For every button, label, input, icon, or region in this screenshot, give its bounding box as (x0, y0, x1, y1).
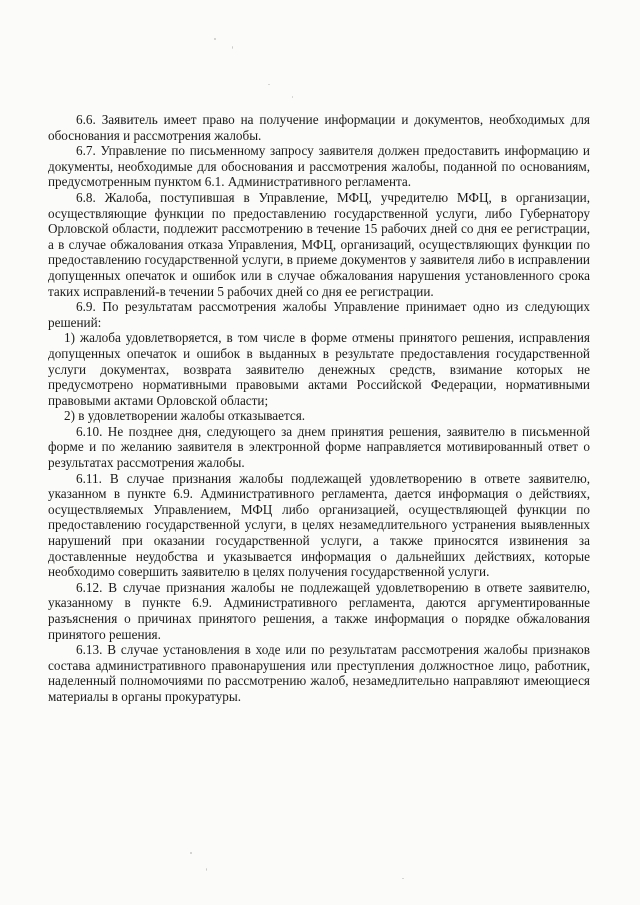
paragraph-6-11: 6.11. В случае признания жалобы подлежащей удовлетворению в ответе заявителю, указанном в пункте 6.9. Административного регламента, дается информация о действиях, осуществляемых Управлением, МФЦ либо организацией, осуществляющей функции по предоставлению государственной услуги, в целях незамедлительного устранения выявленных нарушений при оказании государственной услуги, а также приносятся извинения за доставленные неудобства и указывается информация о дальнейших действиях, которые необходимо совершить заявителю в целях получения государственной услуги. (48, 470, 590, 580)
paragraph-6-10: 6.10. Не позднее дня, следующего за днем принятия решения, заявителю в письменной форме и по желанию заявителя в электронной форме направляется мотивированный ответ о результатах рассмотрения жалобы. (48, 423, 590, 471)
scan-speck (232, 46, 233, 49)
scan-speck (402, 878, 404, 879)
scan-speck (292, 96, 293, 98)
list-item-2: 2) в удовлетворении жалобы отказывается. (64, 408, 306, 424)
scan-speck (268, 84, 270, 85)
paragraph-6-6: 6.6. Заявитель имеет право на получение информации и документов, необходимых для обоснования и рассмотрения жалобы. (48, 112, 590, 143)
list-item-1: 1) жалоба удовлетворяется, в том числе в форме отмены принятого решения, исправления допущенных опечаток и ошибок в выданных в результате предоставления государственной услуги документах, возврата заявителю денежных средств, взимание которых не предусмотрено нормативными правовыми актами Российской Федерации, нормативными правовыми актами Орловской области; (48, 330, 590, 408)
paragraph-6-9: 6.9. По результатам рассмотрения жалобы Управление принимает одно из следующих решений: (48, 299, 590, 330)
paragraph-6-13: 6.13. В случае установления в ходе или по результатам рассмотрения жалобы признаков состава административного правонарушения или преступления должностное лицо, работник, наделенный полномочиями по рассмотрению жалоб, незамедлительно направляют имеющиеся материалы в органы прокуратуры. (48, 642, 590, 704)
paragraph-6-8: 6.8. Жалоба, поступившая в Управление, МФЦ, учредителю МФЦ, в организации, осуществляющие функции по предоставлению государственной услуги, либо Губернатору Орловской области, подлежит рассмотрению в течение 15 рабочих дней со дня ее регистрации, а в случае обжалования отказа Управления, МФЦ, организаций, осуществляющих функции по предоставлению государственной услуги, в приеме документов у заявителя либо в исправлении допущенных опечаток и ошибок или в случае обжалования нарушения установленного срока таких исправлений-в течении 5 рабочих дней со дня ее регистрации. (48, 189, 590, 299)
scan-speck (206, 868, 207, 871)
document-body (48, 112, 590, 705)
scan-speck (214, 38, 216, 40)
paragraph-6-12: 6.12. В случае признания жалобы не подлежащей удовлетворению в ответе заявителю, указанному в пункте 6.9. Административного регламента, даются аргументированные разъяснения о причинах принятого решения, а также информация о порядке обжалования принятого решения. (48, 579, 590, 642)
scan-speck (190, 852, 192, 854)
paragraph-6-7: 6.7. Управление по письменному запросу заявителя должен предоставить информацию и документы, необходимые для обоснования и рассмотрения жалобы, поданной по основаниям, предусмотренным пунктом 6.1. Административного регламента. (48, 143, 590, 190)
